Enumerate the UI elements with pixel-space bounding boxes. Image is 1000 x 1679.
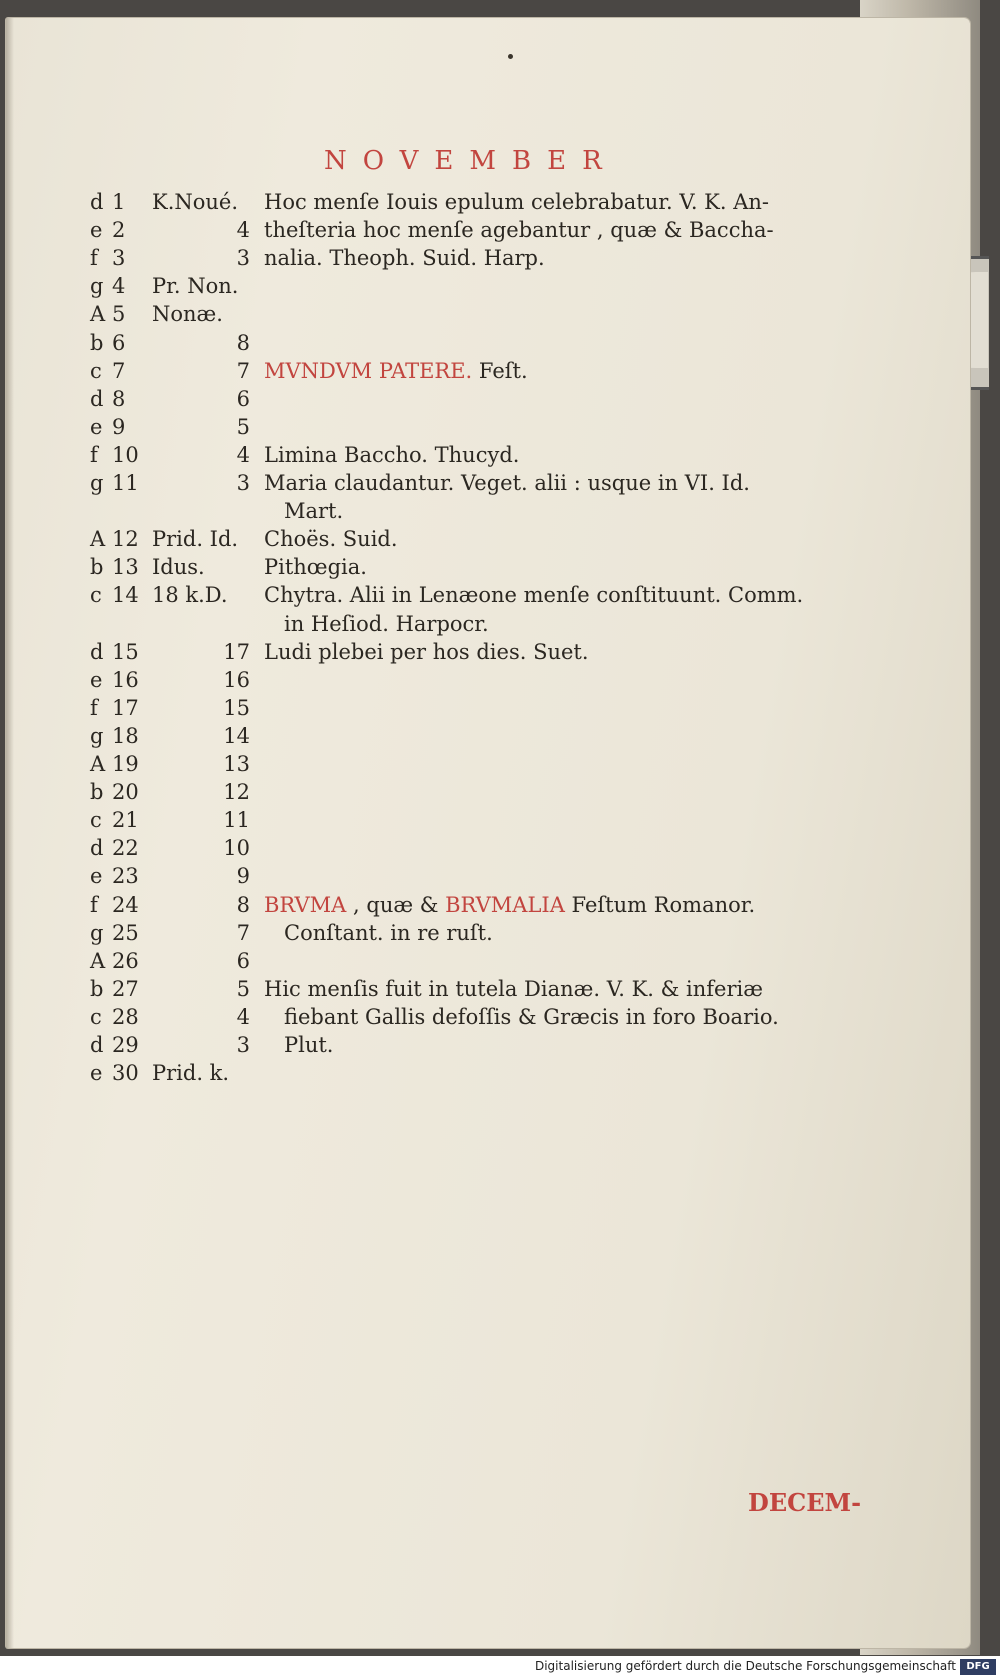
table-row: [6, 977, 970, 1005]
day-number: 22: [112, 836, 139, 861]
kalend-count: 14: [223, 723, 250, 748]
catchword: DECEM-: [748, 1488, 862, 1517]
table-row: [6, 864, 970, 892]
day-number: 5: [112, 302, 126, 327]
table-row: [6, 471, 970, 499]
table-row: [6, 583, 970, 611]
dominical-letter: c: [90, 808, 102, 833]
table-row: [6, 331, 970, 359]
dominical-letter: e: [90, 864, 103, 889]
table-row: [6, 1033, 970, 1061]
dominical-letter: d: [90, 190, 104, 214]
book-page: [6, 18, 970, 1648]
kalend-count: 5: [236, 414, 250, 439]
festival-note: [264, 471, 884, 495]
festival-note: [264, 190, 884, 214]
festival-note: [264, 583, 884, 607]
festival-note: [264, 893, 884, 917]
dfg-logo: DFG: [960, 1659, 996, 1675]
dominical-letter: A: [90, 527, 106, 552]
day-number: 16: [112, 667, 139, 692]
kalend-count: 17: [223, 639, 250, 664]
roman-date: Prid. k.: [152, 1061, 230, 1086]
dominical-letter: e: [90, 414, 103, 439]
table-row: [6, 359, 970, 387]
kalend-count: 4: [236, 218, 250, 243]
note-text: Mart.: [284, 499, 344, 524]
dominical-letter: d: [90, 639, 104, 664]
day-number: 7: [112, 358, 126, 383]
ink-speck: [508, 54, 513, 59]
dominical-letter: f: [90, 442, 98, 467]
note-text: Chytra. Alii in Lenæone menſe conſtituunt. Comm.: [264, 583, 804, 608]
table-row: [6, 724, 970, 752]
kalend-count: 6: [236, 948, 250, 973]
kalend-count: 6: [236, 386, 250, 411]
rubric-text: BRVMA: [264, 892, 347, 917]
kalend-count: 11: [223, 808, 250, 833]
dominical-letter: f: [90, 695, 98, 720]
kalend-count: 3: [236, 471, 250, 495]
festival-note: [264, 359, 884, 383]
roman-date: Nonæ.: [152, 302, 223, 327]
note-text: fiebant Gallis defoſſis & Græcis in foro Boario.: [284, 1004, 779, 1029]
kalend-count: 7: [236, 920, 250, 945]
note-text: theſteria hoc menſe agebantur , quæ & Baccha-: [264, 218, 774, 243]
festival-note: [264, 443, 884, 467]
day-number: 17: [112, 695, 139, 720]
kalend-count: 16: [223, 667, 250, 692]
roman-date: 18 k.D.: [152, 583, 228, 608]
table-row: [6, 949, 970, 977]
table-row: [6, 302, 970, 330]
note-text: Maria claudantur. Veget. alii : usque in VI. Id.: [264, 471, 750, 495]
table-row: [6, 1061, 970, 1089]
table-row: [6, 752, 970, 780]
dominical-letter: e: [90, 218, 103, 243]
dominical-letter: A: [90, 948, 106, 973]
roman-date: Prid. Id.: [152, 527, 239, 552]
festival-note: [264, 246, 884, 270]
digitization-footer: [0, 1656, 1000, 1679]
roman-date: Idus.: [152, 555, 205, 580]
dominical-letter: b: [90, 330, 104, 355]
table-row: [6, 555, 970, 583]
dominical-letter: c: [90, 583, 102, 608]
kalend-count: 4: [236, 1004, 250, 1029]
kalend-count: 7: [236, 358, 250, 383]
dominical-letter: g: [90, 471, 104, 495]
note-text: , quæ &: [346, 892, 446, 917]
day-number: 4: [112, 274, 126, 299]
day-number: 26: [112, 948, 139, 973]
table-row: [6, 443, 970, 471]
day-number: 1: [112, 190, 126, 214]
note-text: Hoc menſe Iouis epulum celebrabatur. V. K. An-: [264, 190, 770, 214]
table-row: [6, 218, 970, 246]
day-number: 2: [112, 218, 126, 243]
festival-note: [264, 640, 884, 664]
table-row: [6, 415, 970, 443]
note-text: Ludi plebei per hos dies. Suet.: [264, 639, 589, 664]
day-number: 14: [112, 583, 139, 608]
kalend-count: 10: [223, 836, 250, 861]
kalend-count: 3: [236, 246, 250, 271]
festival-note: [284, 612, 904, 636]
festival-note: [284, 499, 904, 523]
table-row: [6, 780, 970, 808]
festival-note: [284, 921, 904, 945]
day-number: 9: [112, 414, 126, 439]
dominical-letter: g: [90, 723, 104, 748]
day-number: 20: [112, 780, 139, 805]
rubric-text: BRVMALIA: [445, 892, 565, 917]
roman-date: Pr. Non.: [152, 274, 239, 299]
kalend-count: 4: [236, 442, 250, 467]
kalend-count: 9: [236, 864, 250, 889]
day-number: 27: [112, 976, 139, 1001]
festival-note: [264, 977, 884, 1001]
kalend-count: 15: [223, 695, 250, 720]
day-number: 13: [112, 555, 139, 580]
note-text: Pithœgia.: [264, 555, 367, 580]
table-row: [6, 893, 970, 921]
table-row: [6, 499, 970, 527]
table-row: [6, 190, 970, 218]
note-text: Conſtant. in re ruſt.: [284, 920, 493, 945]
dominical-letter: d: [90, 836, 104, 861]
dominical-letter: b: [90, 780, 104, 805]
roman-date: K.Noué.: [152, 190, 239, 214]
day-number: 18: [112, 723, 139, 748]
table-row: [6, 387, 970, 415]
table-row: [6, 246, 970, 274]
festival-note: [264, 527, 884, 551]
dominical-letter: d: [90, 1033, 104, 1057]
dominical-letter: c: [90, 358, 102, 383]
day-number: 12: [112, 527, 139, 552]
dominical-letter: A: [90, 302, 106, 327]
day-number: 24: [112, 892, 139, 917]
table-row: [6, 921, 970, 949]
festival-note: [284, 1033, 904, 1057]
day-number: 15: [112, 639, 139, 664]
kalend-count: 8: [236, 330, 250, 355]
day-number: 21: [112, 808, 139, 833]
day-number: 10: [112, 442, 139, 467]
table-row: [6, 527, 970, 555]
dominical-letter: d: [90, 386, 104, 411]
kalend-count: 12: [223, 780, 250, 805]
day-number: 28: [112, 1004, 139, 1029]
table-row: [6, 1005, 970, 1033]
day-number: 25: [112, 920, 139, 945]
note-text: nalia. Theoph. Suid. Harp.: [264, 246, 545, 271]
festival-note: [264, 555, 884, 579]
dominical-letter: e: [90, 667, 103, 692]
festival-note: [264, 218, 884, 242]
note-text: Feſtum Romanor.: [564, 892, 756, 917]
day-number: 3: [112, 246, 126, 271]
dominical-letter: g: [90, 920, 104, 945]
dominical-letter: c: [90, 1004, 102, 1029]
kalend-count: 13: [223, 752, 250, 776]
festival-note: [284, 1005, 904, 1029]
table-row: [6, 668, 970, 696]
day-number: 23: [112, 864, 139, 889]
note-text: in Heſiod. Harpocr.: [284, 611, 489, 636]
dominical-letter: A: [90, 752, 106, 776]
kalend-count: 8: [236, 892, 250, 917]
note-text: Plut.: [284, 1033, 334, 1057]
note-text: Limina Baccho. Thucyd.: [264, 442, 520, 467]
table-row: [6, 612, 970, 640]
table-row: [6, 836, 970, 864]
dominical-letter: b: [90, 555, 104, 580]
note-text: Hic menſis fuit in tutela Dianæ. V. K. & inferiæ: [264, 976, 763, 1001]
day-number: 11: [112, 471, 139, 495]
dominical-letter: g: [90, 274, 104, 299]
day-number: 29: [112, 1033, 139, 1057]
table-row: [6, 274, 970, 302]
kalend-count: 3: [236, 1033, 250, 1057]
table-row: [6, 640, 970, 668]
dominical-letter: e: [90, 1061, 103, 1086]
day-number: 8: [112, 386, 126, 411]
month-title: NOVEMBER: [324, 146, 618, 176]
footer-credit: Digitalisierung gefördert durch die Deutsche Forschungsgemeinschaft: [534, 1659, 956, 1673]
table-row: [6, 808, 970, 836]
table-row: [6, 696, 970, 724]
note-text: Choës. Suid.: [264, 527, 398, 552]
dominical-letter: f: [90, 246, 98, 271]
dominical-letter: b: [90, 976, 104, 1001]
dominical-letter: f: [90, 892, 98, 917]
day-number: 30: [112, 1061, 139, 1086]
kalend-count: 5: [236, 976, 250, 1001]
note-text: Feſt.: [472, 358, 528, 383]
day-number: 6: [112, 330, 126, 355]
day-number: 19: [112, 752, 139, 776]
rubric-text: MVNDVM PATERE.: [264, 358, 473, 383]
